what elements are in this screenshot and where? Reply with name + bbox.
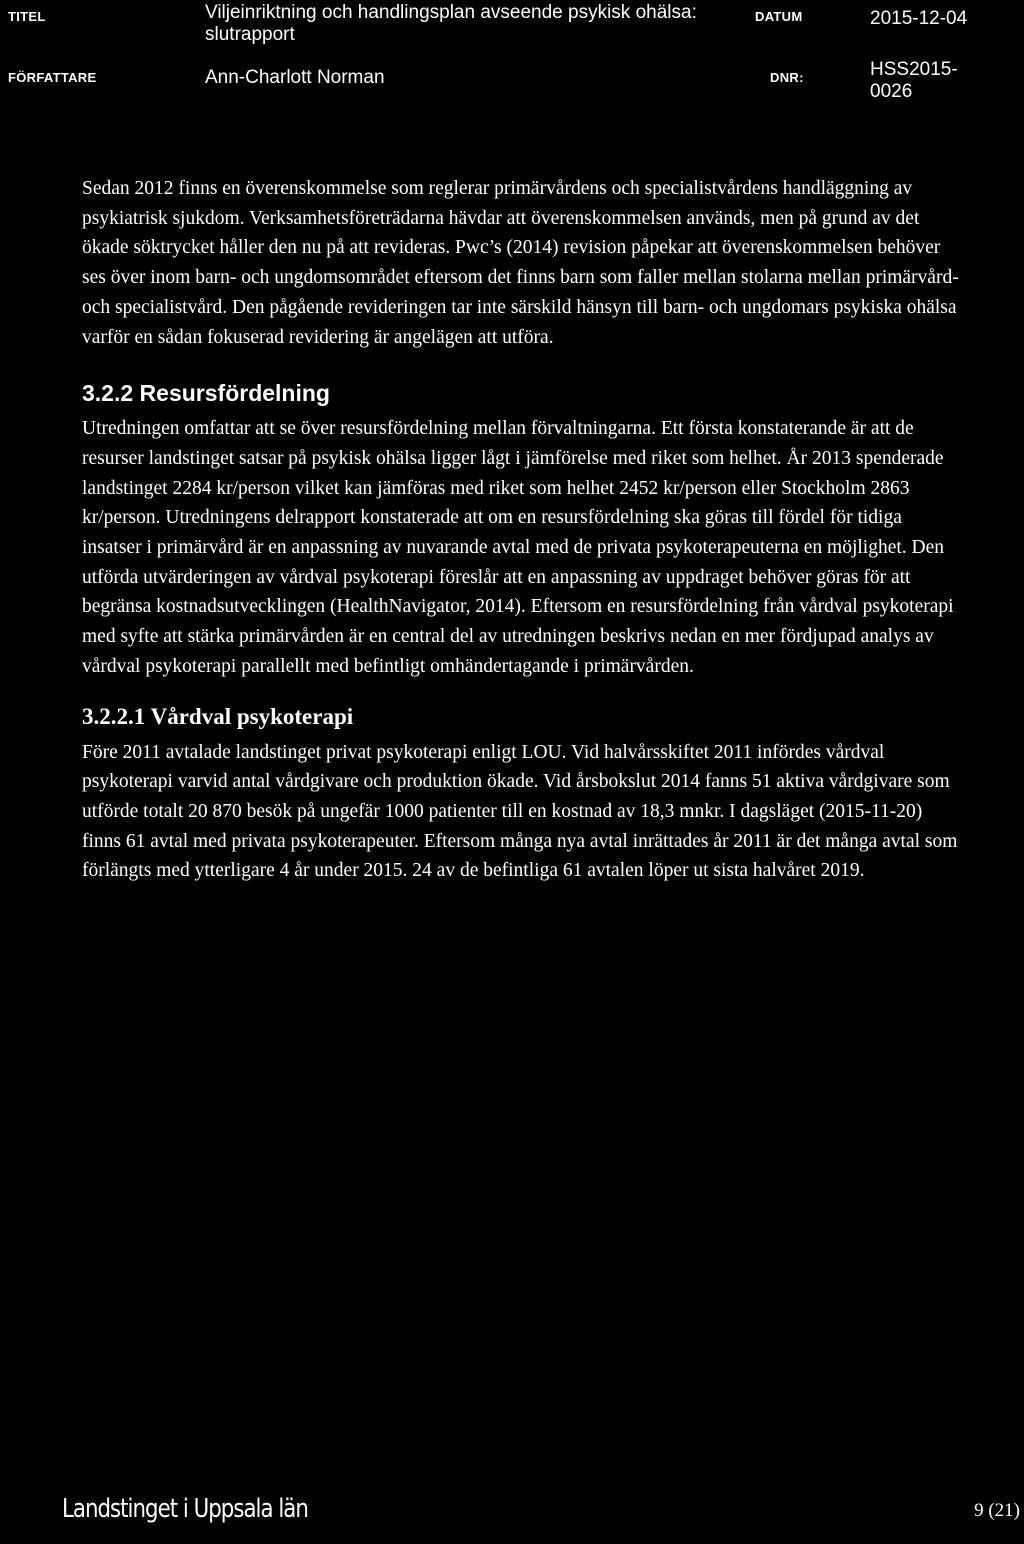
paragraph-resource-allocation: Utredningen omfattar att se över resursfördelning mellan förvaltningarna. Ett första konstaterande är att de resurser landstinget satsar på psykisk ohälsa ligger lågt i jämförelse med riket som helhet. År 2013 spenderade landstinget 2284 kr/person vilket kan jämföras med riket som helhet 2452 kr/person eller Stockholm 2863 kr/person. Utredningens delrapport konstaterade att om en resursfördelning ska göras till fördel för tidiga insatser i primärvård är en anpassning av nuvarande avtal med de privata psykoterapeuterna en möjlighet. Den utförda utvärderingen av vårdval psykoterapi föreslår att en anpassning av uppdraget behöver göras för att begränsa kostnadsutvecklingen (HealthNavigator, 2014). Eftersom en resursfördelning från vårdval psykoterapi med syfte att stärka primärvården är en central del av utredningen beskrivs nedan en mer fördjupad analys av vårdval psykoterapi parallellt med befintligt omhändertagande i primärvården. <box>82 418 954 677</box>
paragraph-psychotherapy: Före 2011 avtalade landstinget privat psykoterapi enligt LOU. Vid halvårsskiftet 2011 infördes vårdval psykoterapi varvid antal vårdgivare och produktion ökade. Vid årsbokslut 2014 fanns 51 aktiva vårdgivare som utförde totalt 20 870 besök på ungefär 1000 patienter till en kostnad av 18,3 mnkr. I dagsläget (2015-11-20) finns 61 avtal med privata psykoterapeuter. Eftersom många nya avtal inrättades år 2011 är det många avtal som förlängts med ytterligare 4 år under 2015. 24 av de befintliga 61 avtalen löper ut sista halvåret 2019. <box>82 741 958 882</box>
footer-organization: Landstinget i Uppsala län <box>62 1494 308 1524</box>
paragraph-agreement: Sedan 2012 finns en överenskommelse som reglerar primärvårdens och specialistvårdens handläggning av psykiatrisk sjukdom. Verksamhetsföreträdarna hävdar att överenskommelsen används, men på grund av det ökade söktrycket håller den nu på att revideras. Pwc’s (2014) revision påpekar att överenskommelsen behöver ses över inom barn- och ungdomsområdet eftersom det finns barn som faller mellan stolarna mellan primärvård- och specialistvård. Den pågående revideringen tar inte särskild hänsyn till barn- och ungdomars psykiska ohälsa varför en sådan fokuserad revidering är angelägen att utföra. <box>82 178 959 348</box>
section-heading-resource-allocation: 3.2.2 Resursfördelning <box>82 380 330 407</box>
page-number: 9 (21) <box>974 1500 1020 1521</box>
document-dnr: HSS2015-0026 <box>870 59 958 102</box>
author-label: FÖRFATTARE <box>8 70 97 85</box>
title-label: TITEL <box>8 9 46 24</box>
dnr-label: DNR: <box>770 70 804 85</box>
document-title: Viljeinriktning och handlingsplan avseende psykisk ohälsa: slutrapport <box>205 2 697 45</box>
document-body <box>82 174 962 886</box>
document-author: Ann-Charlott Norman <box>205 67 385 88</box>
date-label: DATUM <box>755 9 803 24</box>
document-date: 2015-12-04 <box>870 8 968 29</box>
subsection-heading-psychotherapy: 3.2.2.1 Vårdval psykoterapi <box>82 703 354 729</box>
